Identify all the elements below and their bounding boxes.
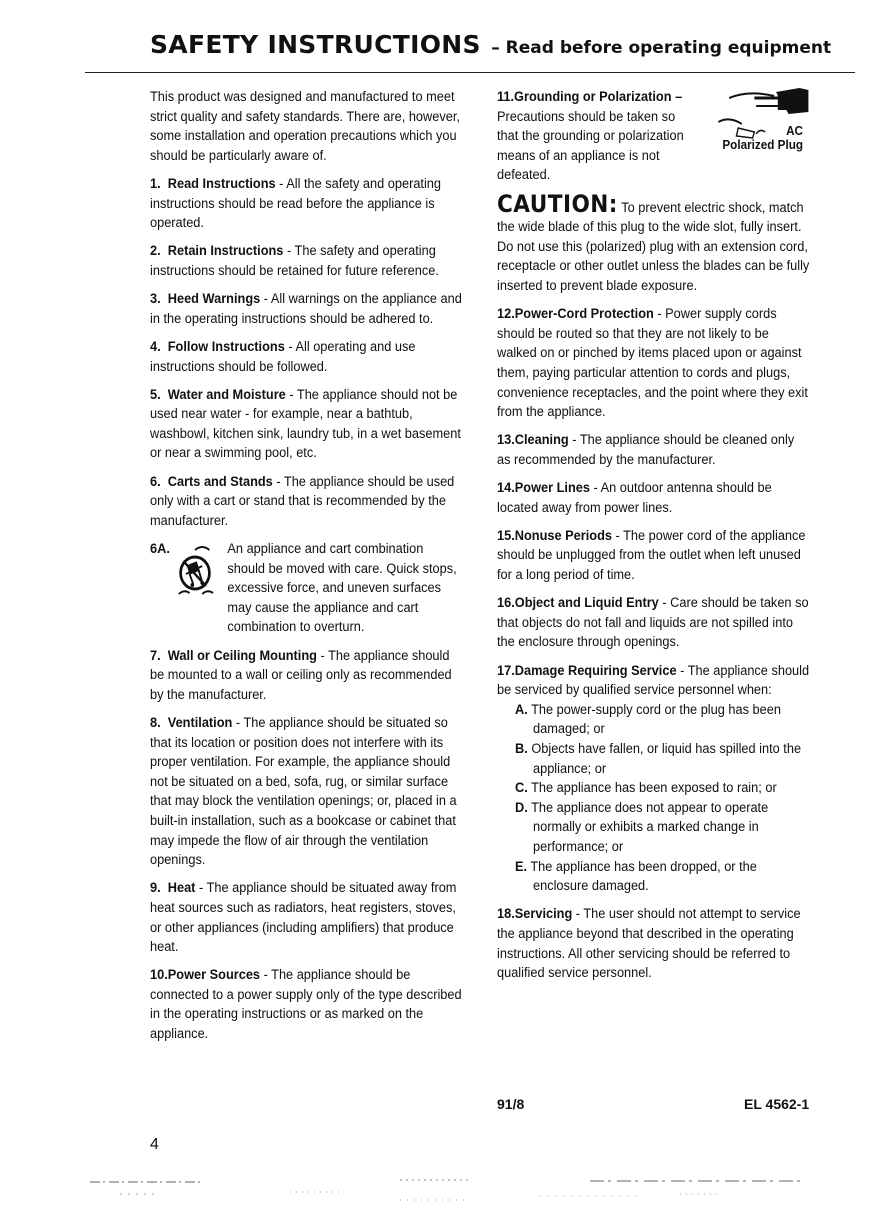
item-text: - The appliance should be situated away from heat sources such as radiators, heat registers, stoves, or other appliances (including amplifiers) that produce heat.	[150, 880, 457, 956]
list-letter: C.	[515, 780, 528, 797]
item-number: 12.	[497, 306, 515, 323]
item-title: Servicing	[514, 906, 573, 923]
item-text: - The appliance should not be used near water - for example, near a bathtub, washbowl, kitchen sink, laundry tub, in a wet basement or near a swimming pool, etc.	[150, 386, 461, 462]
item-number: 7.	[150, 647, 161, 664]
item-5	[150, 386, 463, 464]
item-number: 5.	[150, 386, 161, 403]
item-11	[497, 88, 810, 186]
item-12	[497, 305, 810, 423]
list-letter: B.	[515, 740, 528, 757]
list-item	[515, 740, 810, 779]
item-title: Read Instructions	[167, 175, 276, 192]
list-letter: E.	[515, 858, 528, 875]
item-text: An appliance and cart combination should be moved with care. Quick stops, excessive force, and uneven surfaces may cause the appliance and cart combination to overturn.	[227, 541, 457, 636]
item-text: - The user should not attempt to service the appliance beyond that described in the operating instructions. All other servicing should be referred to qualified service personnel.	[497, 906, 801, 982]
item-number: 15.	[497, 527, 515, 544]
item-2	[150, 242, 463, 281]
item-7	[150, 647, 463, 706]
list-letter: D.	[515, 799, 528, 816]
cart-tip-over-warning-icon	[175, 540, 227, 638]
item-10	[150, 966, 463, 1044]
list-item	[515, 858, 810, 897]
item-number: 6.	[150, 473, 161, 490]
item-title: Power-Cord Protection	[514, 306, 654, 323]
item-number: 18.	[497, 906, 515, 923]
item-9	[150, 879, 463, 957]
item-number: 1.	[150, 175, 161, 192]
item-text: - All warnings on the appliance and in the operating instructions should be adhered to.	[150, 291, 462, 327]
item-text: - Power supply cords should be routed so that they are not likely to be walked on or pinched by items placed upon or against them, paying particular attention to cords and plugs, convenience receptacles, and the point where they exit from the appliance.	[497, 306, 808, 421]
item-13	[497, 431, 810, 470]
item-17	[497, 662, 810, 701]
footer-document-ref: EL 4562-1	[744, 1096, 810, 1112]
list-item	[515, 701, 810, 740]
caution-block	[497, 189, 810, 297]
item-number: 10.	[150, 967, 168, 984]
item-title: Heat	[167, 880, 196, 897]
list-item	[515, 799, 810, 858]
service-conditions-list	[515, 701, 810, 897]
item-title: Heed Warnings	[167, 291, 261, 308]
item-title: Power Sources	[167, 967, 261, 984]
item-text: - An outdoor antenna should be located away from power lines.	[497, 480, 772, 516]
item-4	[150, 338, 463, 377]
item-text: - The appliance should be serviced by qualified service personnel when:	[497, 662, 810, 699]
item-title: Nonuse Periods	[514, 527, 612, 544]
item-title: Wall or Ceiling Mounting	[167, 647, 317, 664]
header-rule	[85, 72, 855, 73]
ac-label-line2: Polarized Plug	[722, 137, 803, 152]
item-title: Ventilation	[167, 714, 233, 731]
item-title: Grounding or Polarization –	[514, 89, 683, 105]
footer-code: 91/8	[497, 1096, 525, 1112]
item-14	[497, 479, 810, 518]
page-title: SAFETY INSTRUCTIONS	[150, 30, 481, 59]
item-text: - All operating and use instructions should be followed.	[150, 338, 416, 375]
item-number: 8.	[150, 714, 161, 731]
item-title: Cleaning	[514, 432, 569, 449]
right-column	[497, 88, 810, 992]
list-letter: A.	[515, 701, 528, 718]
item-text: - The safety and operating instructions should be retained for future reference.	[150, 243, 439, 279]
item-text: - All the safety and operating instructions should be read before the appliance is operated.	[150, 175, 442, 232]
item-text: - The power cord of the appliance should be unplugged from the outlet when left unused for a long period of time.	[497, 527, 806, 584]
intro-paragraph: This product was designed and manufactured to meet strict quality and safety standards. There are, however, some installation and operation precautions which you should be particularly aware of.	[150, 89, 460, 164]
item-number: 9.	[150, 880, 161, 897]
item-number: 14.	[497, 480, 515, 497]
item-title: Power Lines	[514, 480, 590, 497]
item-title: Retain Instructions	[167, 243, 284, 260]
ac-plug-label	[722, 124, 803, 152]
item-number: 16.	[497, 595, 515, 612]
item-number: 3.	[150, 291, 161, 308]
item-3	[150, 290, 463, 329]
left-column	[150, 88, 463, 1053]
item-6a	[150, 540, 463, 638]
page-subtitle: – Read before operating equipment	[491, 38, 832, 58]
item-15	[497, 527, 810, 586]
item-text: - The appliance should be used only with a cart or stand that is recommended by the manufacturer.	[150, 473, 455, 529]
item-number: 17.	[497, 662, 515, 679]
list-text: Objects have fallen, or liquid has spilled into the appliance; or	[531, 740, 802, 777]
scan-noise	[0, 1170, 875, 1210]
list-item	[515, 779, 810, 799]
list-text: The appliance has been dropped, or the enclosure damaged.	[530, 858, 757, 895]
item-title: Object and Liquid Entry	[514, 595, 659, 612]
list-text: The appliance does not appear to operate normally or exhibits a marked change in performance; or	[531, 799, 769, 855]
item-title: Damage Requiring Service	[514, 662, 677, 679]
item-text: - The appliance should be connected to a power supply only of the type described in the operating instructions or as marked on the appliance.	[150, 967, 462, 1043]
item-number: 11.	[497, 89, 515, 105]
item-title: Water and Moisture	[167, 386, 286, 403]
caution-label: CAUTION:	[497, 189, 618, 218]
item-number: 2.	[150, 243, 161, 260]
list-text: The power-supply cord or the plug has been damaged; or	[531, 701, 781, 738]
item-text: - The appliance should be situated so that its location or position does not interfere with its proper ventilation. For example, the appliance should not be situated on a bed, sofa, rug, or similar surface that may block the ventilation openings; or, placed in a built-in installation, such as a bookcase or cabinet that may impede the flow of air through the ventilation openings.	[150, 714, 457, 869]
item-18	[497, 905, 810, 983]
item-title: Carts and Stands	[167, 473, 273, 490]
item-16	[497, 594, 810, 653]
item-number: 6A.	[150, 541, 170, 558]
item-text: - The appliance should be mounted to a wall or ceiling only as recommended by the manufacturer.	[150, 647, 452, 703]
item-6	[150, 473, 463, 532]
list-text: The appliance has been exposed to rain; or	[531, 780, 777, 797]
item-number: 13.	[497, 432, 515, 449]
item-number: 4.	[150, 338, 161, 355]
page-number: 4	[150, 1136, 159, 1153]
item-text: - The appliance should be cleaned only as recommended by the manufacturer.	[497, 432, 795, 468]
ac-label-line1: AC	[786, 123, 803, 138]
item-8	[150, 714, 463, 871]
page-header	[150, 30, 831, 59]
item-text: - Care should be taken so that objects do not fall and liquids are not spilled into the enclosure through openings.	[497, 595, 809, 651]
caution-text: To prevent electric shock, match the wide blade of this plug to the wide slot, fully insert. Do not use this (polarized) plug with an extension cord, receptacle or other outlet unless the blades can be fully inserted to prevent blade exposure.	[497, 199, 810, 294]
item-text: Precautions should be taken so that the grounding or polarization means of an appliance is not defeated.	[497, 108, 684, 184]
item-1	[150, 175, 463, 234]
item-title: Follow Instructions	[167, 338, 285, 355]
